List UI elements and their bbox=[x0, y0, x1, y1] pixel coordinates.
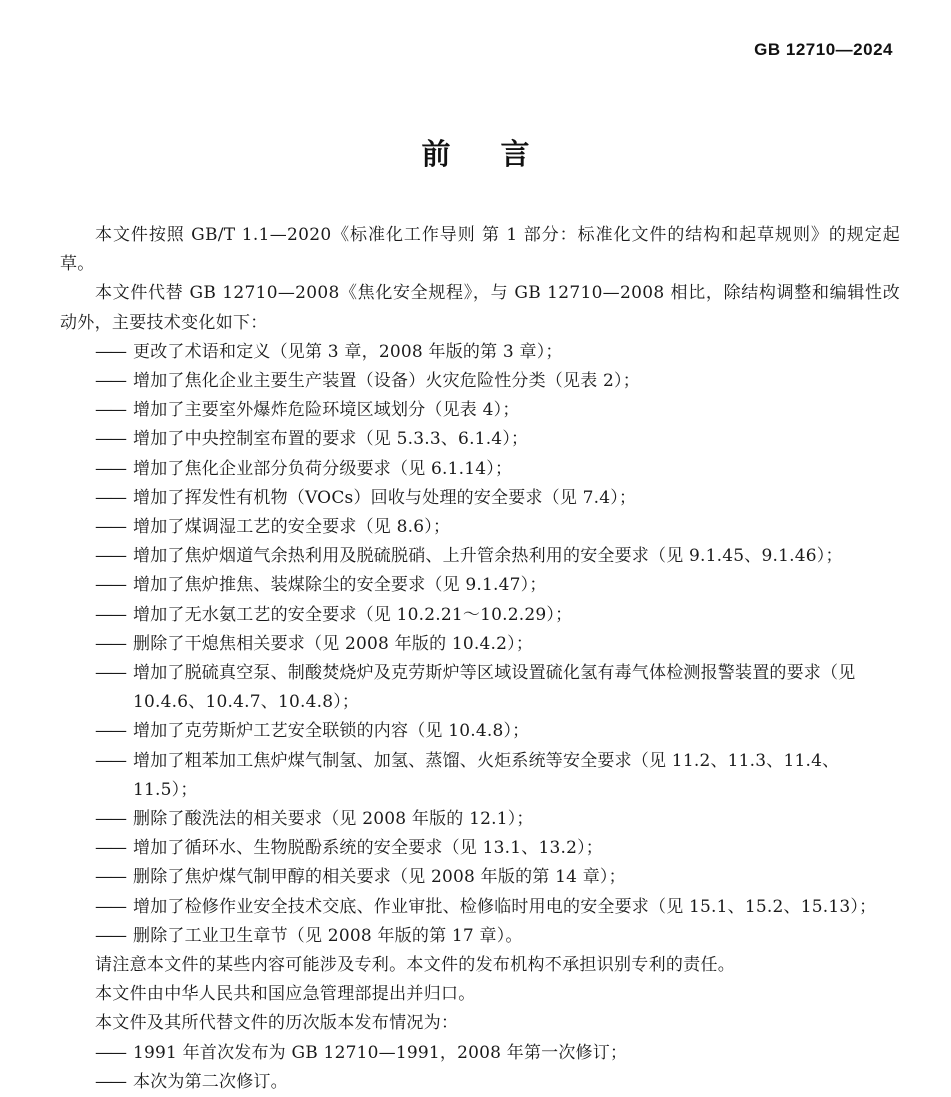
dash-mark: —— bbox=[95, 663, 125, 684]
list-item bbox=[60, 455, 900, 484]
list-item bbox=[60, 834, 900, 863]
list-item-text: 增加了粗苯加工焦炉煤气制氢、加氢、蒸馏、火炬系统等安全要求（见 11.2、11.3、11.4、11.5）； bbox=[133, 750, 840, 800]
list-item bbox=[60, 338, 900, 367]
dash-mark: —— bbox=[95, 429, 125, 450]
list-item-text: 增加了无水氨工艺的安全要求（见 10.2.21～10.2.29）； bbox=[133, 604, 573, 625]
dash-mark: —— bbox=[95, 925, 125, 946]
dash-mark: —— bbox=[95, 400, 125, 421]
list-item bbox=[60, 1039, 900, 1068]
dash-mark: —— bbox=[95, 458, 125, 479]
list-item bbox=[60, 571, 900, 600]
dash-mark: —— bbox=[95, 487, 125, 508]
list-item-text: 删除了焦炉煤气制甲醇的相关要求（见 2008 年版的第 14 章）； bbox=[133, 867, 626, 888]
list-item bbox=[60, 601, 900, 630]
dash-mark: —— bbox=[95, 838, 125, 859]
list-item bbox=[60, 484, 900, 513]
list-item-text: 增加了煤调湿工艺的安全要求（见 8.6）； bbox=[133, 517, 451, 538]
list-item bbox=[60, 425, 900, 454]
dash-mark: —— bbox=[95, 341, 125, 362]
dash-mark: —— bbox=[95, 517, 125, 538]
standard-code: GB 12710—2024 bbox=[754, 40, 893, 59]
foreword-body bbox=[60, 221, 900, 1097]
paragraph-patent-notice: 请注意本文件的某些内容可能涉及专利。本文件的发布机构不承担识别专利的责任。 bbox=[95, 955, 736, 976]
list-item-text: 本次为第二次修订。 bbox=[133, 1071, 288, 1092]
list-item bbox=[60, 863, 900, 892]
dash-mark: —— bbox=[95, 1071, 125, 1092]
list-item-text: 增加了挥发性有机物（VOCs）回收与处理的安全要求（见 7.4）； bbox=[133, 487, 637, 508]
list-item bbox=[60, 396, 900, 425]
list-item bbox=[60, 747, 900, 805]
list-item-text: 增加了脱硫真空泵、制酸焚烧炉及克劳斯炉等区域设置硫化氢有毒气体检测报警装置的要求（见 10.4.6、10.4.7、10.4.8）； bbox=[133, 663, 856, 713]
dash-mark: —— bbox=[95, 546, 125, 567]
list-item-text: 增加了主要室外爆炸危险环境区域划分（见表 4）； bbox=[133, 400, 520, 421]
list-item-text: 增加了焦炉推焦、装煤除尘的安全要求（见 9.1.47）； bbox=[133, 575, 547, 596]
technical-changes-list bbox=[60, 338, 900, 951]
paragraph-replacement-info: 本文件代替 GB 12710—2008《焦化安全规程》，与 GB 12710—2008 相比，除结构调整和编辑性改动外，主要技术变化如下： bbox=[60, 283, 900, 333]
list-item-text: 1991 年首次发布为 GB 12710—1991，2008 年第一次修订； bbox=[133, 1042, 628, 1063]
list-item bbox=[60, 630, 900, 659]
list-item-text: 增加了检修作业安全技术交底、作业审批、检修临时用电的安全要求（见 15.1、15.2、15.13）； bbox=[133, 896, 877, 917]
list-item bbox=[60, 1068, 900, 1097]
dash-mark: —— bbox=[95, 633, 125, 654]
list-item bbox=[60, 805, 900, 834]
dash-mark: —— bbox=[95, 809, 125, 830]
list-item-text: 删除了干熄焦相关要求（见 2008 年版的 10.4.2）； bbox=[133, 633, 534, 654]
dash-mark: —— bbox=[95, 371, 125, 392]
list-item bbox=[60, 659, 900, 717]
dash-mark: —— bbox=[95, 1042, 125, 1063]
dash-mark: —— bbox=[95, 575, 125, 596]
dash-mark: —— bbox=[95, 604, 125, 625]
list-item-text: 删除了工业卫生章节（见 2008 年版的第 17 章）。 bbox=[133, 925, 523, 946]
list-item-text: 删除了酸洗法的相关要求（见 2008 年版的 12.1）； bbox=[133, 809, 534, 830]
dash-mark: —— bbox=[95, 721, 125, 742]
list-item bbox=[60, 542, 900, 571]
list-item-text: 增加了焦化企业部分负荷分级要求（见 6.1.14）； bbox=[133, 458, 513, 479]
list-item bbox=[60, 893, 900, 922]
dash-mark: —— bbox=[95, 896, 125, 917]
list-item bbox=[60, 367, 900, 396]
list-item-text: 增加了循环水、生物脱酚系统的安全要求（见 13.1、13.2）； bbox=[133, 838, 604, 859]
list-item bbox=[60, 513, 900, 542]
paragraph-history-intro: 本文件及其所代替文件的历次版本发布情况为： bbox=[95, 1013, 459, 1034]
list-item-text: 增加了焦炉烟道气余热利用及脱硫脱硝、上升管余热利用的安全要求（见 9.1.45、9.1.46）； bbox=[133, 546, 843, 567]
list-item-text: 增加了中央控制室布置的要求（见 5.3.3、6.1.4）； bbox=[133, 429, 529, 450]
list-item bbox=[60, 922, 900, 951]
paragraph-proposer: 本文件由中华人民共和国应急管理部提出并归口。 bbox=[95, 984, 476, 1005]
page-title: 前言 bbox=[421, 137, 580, 171]
list-item bbox=[60, 717, 900, 746]
list-item-text: 增加了焦化企业主要生产装置（设备）火灾危险性分类（见表 2）； bbox=[133, 371, 640, 392]
list-item-text: 增加了克劳斯炉工艺安全联锁的内容（见 10.4.8）； bbox=[133, 721, 530, 742]
list-item-text: 更改了术语和定义（见第 3 章，2008 年版的第 3 章）； bbox=[133, 341, 563, 362]
version-history-list bbox=[60, 1039, 900, 1097]
dash-mark: —— bbox=[95, 750, 125, 771]
paragraph-drafting-basis: 本文件按照 GB/T 1.1—2020《标准化工作导则 第 1 部分：标准化文件的结构和起草规则》的规定起草。 bbox=[60, 225, 900, 275]
dash-mark: —— bbox=[95, 867, 125, 888]
